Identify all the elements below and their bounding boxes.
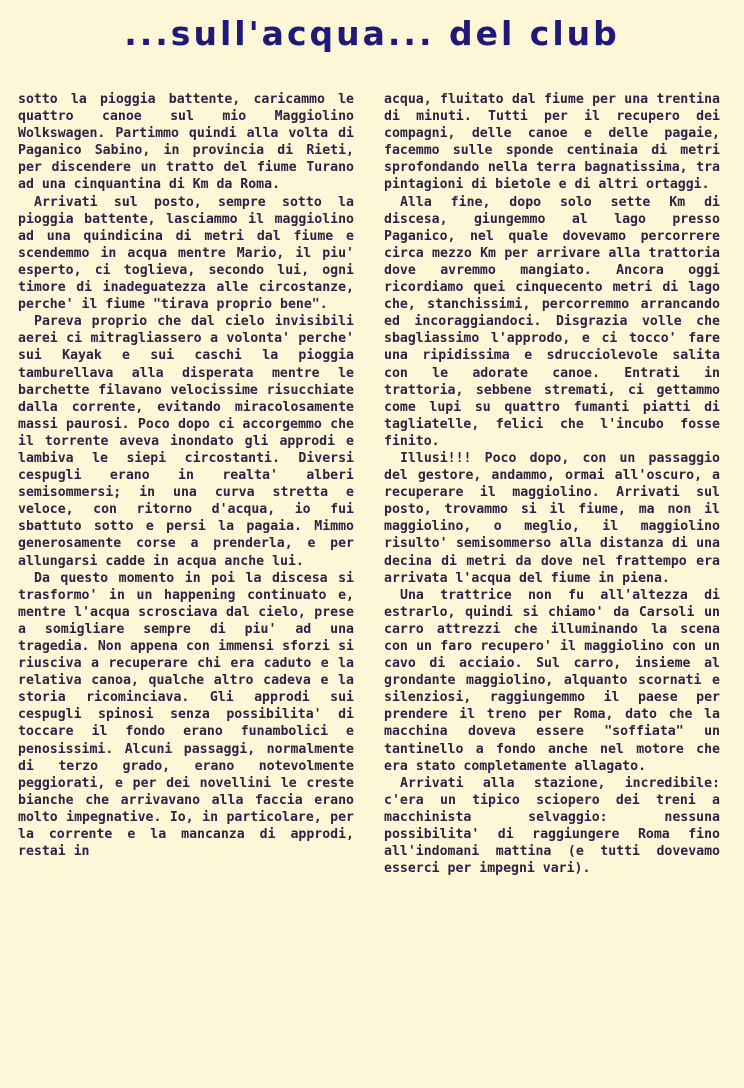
paragraph: Arrivati sul posto, sempre sotto la pioggia battente, lasciammo il maggiolino ad una quindicina di metri dal fiume e scendemmo in acqua mentre Mario, il piu' esperto, ci toglieva, secondo lui, ogni timore di inadeguatezza alle circostanze, perche' il fiume "tirava proprio bene". [18,194,354,313]
text-column-right [384,91,720,877]
text-column-left [18,91,354,860]
paragraph: Illusi!!! Poco dopo, con un passaggio del gestore, andammo, ormai all'oscuro, a recuperare il maggiolino. Arrivati sul posto, trovammo si il fiume, ma non il maggiolino, o meglio, il maggiolino risulto' semisommerso alla distanza di una decina di metri da dove nel frattempo era arrivata l'acqua del fiume in piena. [384,450,720,586]
paragraph: sotto la pioggia battente, caricammo le quattro canoe sul mio Maggiolino Wolkswagen. Partimmo quindi alla volta di Paganico Sabino, in provincia di Rieti, per discendere un tratto del fiume Turano ad una cinquantina di Km da Roma. [18,92,354,193]
paragraph: Una trattrice non fu all'altezza di estrarlo, quindi si chiamo' da Carsoli un carro attrezzi che illuminando la scena con un faro recupero' il maggiolino con un cavo di acciaio. Sul carro, insieme al grondante maggiolino, alquanto scornati e silenziosi, raggiungemmo il paese per prendere il treno per Roma, dato che la macchina doveva essere "soffiata" un tantinello a fondo anche nel motore che era stato completamente allagato. [384,587,720,774]
paragraph: Arrivati alla stazione, incredibile: c'era un tipico sciopero dei treni a macchinista selvaggio: nessuna possibilita' di raggiungere Roma fino all'indomani mattina (e tutti dovevamo esserci per impegni vari). [384,775,720,877]
paragraph: Da questo momento in poi la discesa si trasformo' in un happening continuato e, mentre l'acqua scrosciava dal cielo, prese a somigliare sempre di piu' ad una tragedia. Non appena con immensi sforzi si riusciva a recuperare chi era caduto e la relativa canoa, qualche altro cadeva e la storia ricominciava. Gli approdi sui cespugli spinosi senza possibilita' di toccare il fondo erano funambolici e penosissimi. Alcuni passaggi, normalmente di terzo grado, erano notevolmente peggiorati, e per dei novellini le creste bianche che arrivavano alla faccia erano molto impegnative. Io, in particolare, per la corrente e la mancanza di approdi, restai in [18,570,354,860]
paragraph: Alla fine, dopo solo sette Km di discesa, giungemmo al lago presso Paganico, nel quale dovevamo percorrere circa mezzo Km per arrivare alla trattoria dove avremmo mangiato. Ancora oggi ricordiamo quei cinquecento metri di lago che, stanchissimi, percorremmo arrancando ed incoraggiandoci. Disgrazia volle che sbagliassimo l'approdo, e ci tocco' fare una ripidissima e sdrucciolevole salita con le adorate canoe. Entrati in trattoria, sebbene stremati, ci gettammo come lupi su quattro fumanti piatti di tagliatelle, felici che l'incubo fosse finito. [384,194,720,449]
page-title: ...sull'acqua... del club [124,14,620,53]
paragraph: acqua, fluitato dal fiume per una trentina di minuti. Tutti per il recupero dei compagni, delle canoe e delle pagaie, facemmo sulle sponde centinaia di metri sprofondando nella terra bagnatissima, tra pintagioni di bietole e di altri ortaggi. [384,92,720,193]
paragraph: Pareva proprio che dal cielo invisibili aerei ci mitragliassero a volonta' perche' sui Kayak e sui caschi la pioggia tamburellava alla disperata mentre le barchette filavano velocissime risucchiate dalla corrente, evitando miracolosamente massi paurosi. Poco dopo ci accorgemmo che il torrente aveva inondato gli approdi e lambiva le siepi circostanti. Diversi cespugli erano in realta' alberi semisommersi; in una curva stretta e veloce, con ritorno d'acqua, io fui sbattuto sotto e persi la pagaia. Mimmo generosamente corse a prenderla, e per allungarsi cadde in acqua anche lui. [18,314,354,569]
